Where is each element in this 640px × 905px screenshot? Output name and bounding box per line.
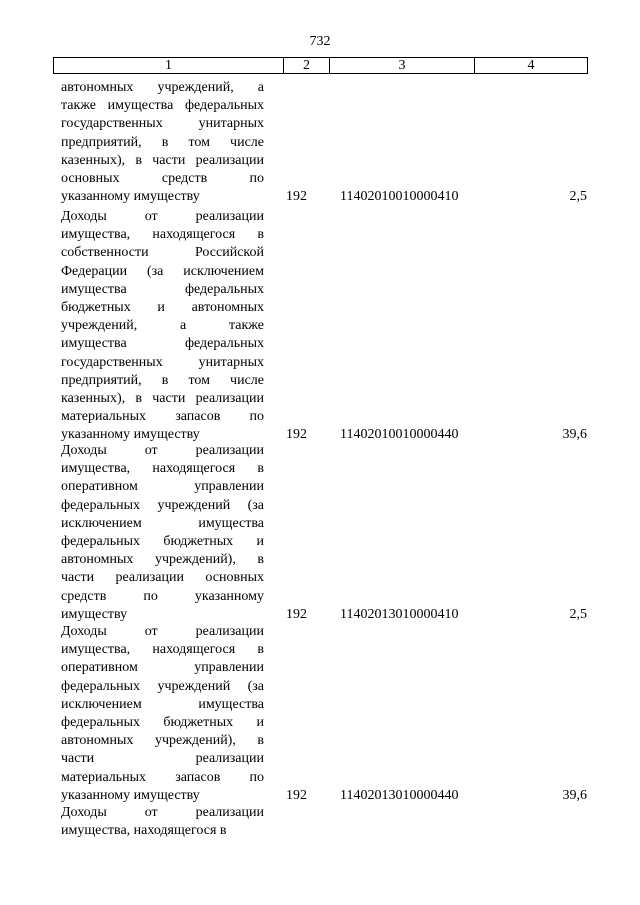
description-line: материальных запасов по [61,409,264,425]
description-line: федеральных учреждений (за [61,497,264,513]
description-line: казенных), в части реализации [61,152,264,168]
description-line: собственности Российской [61,245,264,261]
description-line: основных средств по [61,170,264,186]
row-description [61,208,264,444]
header-col-3: 3 [330,58,475,73]
admin-code: 192 [286,606,307,622]
row-description [61,623,264,805]
description-line: оперативном управлении [61,479,264,495]
description-line: федеральных бюджетных и [61,714,264,730]
description-line: указанному имуществу [61,787,200,803]
amount-value: 2,5 [569,189,587,205]
description-line: государственных унитарных [61,116,264,132]
table-header [53,57,588,74]
description-line: Доходы от реализации [61,624,264,639]
description-line: имущества, находящегося в [61,461,264,477]
description-line: имущества, находящегося в [61,823,227,839]
admin-code: 192 [286,427,307,443]
header-col-4: 4 [527,58,535,73]
description-line: учреждений, а также [61,318,264,334]
description-line: имуществу [61,606,128,622]
description-line: Федерации (за исключением [61,263,264,279]
description-line: предприятий, в том числе [61,372,264,388]
description-line: оперативном управлении [61,660,264,676]
row-description [61,442,264,624]
description-line: казенных), в части реализации [61,390,264,406]
description-line: автономных учреждений), в [61,552,264,568]
description-line: автономных учреждений, а [61,80,264,95]
description-line: также имущества федеральных [61,98,264,114]
description-line: указанному имуществу [61,189,200,205]
header-col-1: 1 [54,58,284,73]
budget-class-code: 11402013010000440 [340,787,459,803]
description-line: федеральных бюджетных и [61,533,264,549]
description-line: указанному имуществу [61,427,200,443]
description-line: Доходы от реализации [61,805,264,820]
description-line: имущества, находящегося в [61,227,264,243]
description-line: материальных запасов по [61,769,264,785]
admin-code: 192 [286,189,307,205]
description-line: исключением имущества [61,696,264,712]
amount-value: 2,5 [569,606,587,622]
description-line: имущества, находящегося в [61,642,264,658]
description-line: предприятий, в том числе [61,134,264,150]
budget-class-code: 11402010010000410 [340,189,459,205]
description-line: имущества федеральных [61,281,264,297]
description-line: исключением имущества [61,515,264,531]
row-description [61,79,264,206]
amount-value: 39,6 [562,427,587,443]
budget-class-code: 11402010010000440 [340,427,459,443]
admin-code: 192 [286,787,307,803]
description-line: Доходы от реализации [61,209,264,224]
description-line: бюджетных и автономных [61,299,264,315]
row-description [61,804,264,840]
description-line: части реализации [61,751,264,767]
amount-value: 39,6 [562,787,587,803]
description-line: части реализации основных [61,570,264,586]
description-line: автономных учреждений), в [61,733,264,749]
description-line: федеральных учреждений (за [61,678,264,694]
description-line: имущества федеральных [61,336,264,352]
description-line: средств по указанному [61,588,264,604]
description-line: Доходы от реализации [61,443,264,458]
description-line: государственных унитарных [61,354,264,370]
page-number: 732 [309,34,331,49]
budget-class-code: 11402013010000410 [340,606,459,622]
header-col-2: 2 [284,58,330,73]
